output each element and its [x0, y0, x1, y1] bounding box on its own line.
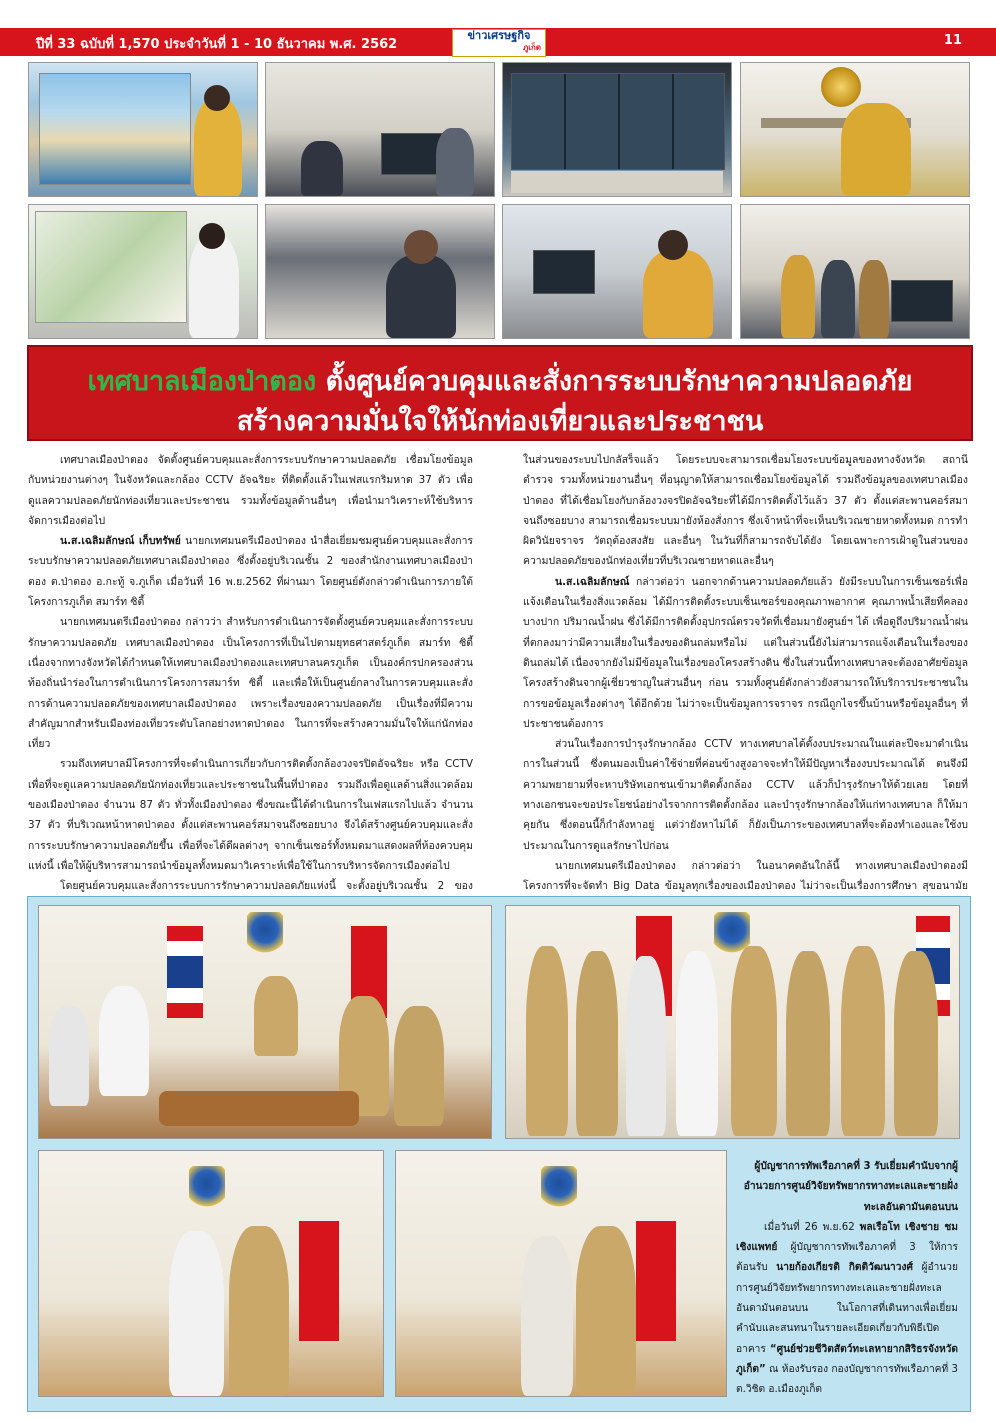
page-number: 11: [943, 33, 962, 48]
photo-group-tour: [740, 204, 970, 339]
headline-line2: สร้างความมั่นใจให้นักท่องเที่ยวและประชาชน: [236, 406, 764, 437]
article-paragraph: นายกเทศมนตรีเมืองป่าตอง กล่าวว่า สำหรับการดำเนินการจัดตั้งศูนย์ควบคุมและสั่งการระบบรักษาความปลอดภัย เทศบาลเมืองป่าตอง เป็นโครงการที่เป็นไปตามยุทธศาสตร์ภูเก็ต สมาร์ท ซิตี้ เนื่องจากทางจังหวัดได้กำหนดให้เทศบาลเมืองป่าตองและเทศบาลนครภูเก็ต เป็นองค์กรปกครองส่วนท้องถิ่นนำร่องในการดำเนินการโครงการสมาร์ท ซิตี้ และเพื่อให้เป็นศูนย์กลางในการควบคุมและสั่งการด้านความปลอดภัยของเทศบาลเมืองป่าตอง เพราะเรื่องของความปลอดภัย เป็นเรื่องที่มีความสำคัญมากสำหรับเมืองท่องเที่ยวระดับโลกอย่างหาดป่าตอง ในการที่จะสร้างความมั่นใจให้แก่นักท่องเที่ยว: [28, 616, 473, 751]
photo-navy-gift-1: [38, 1150, 384, 1397]
building-name: “ศูนย์ช่วยชีวิตสัตว์ทะเลหายากสิริธรจังหวัดภูเก็ต”: [736, 1343, 958, 1375]
article-paragraph: นายกเทศมนตรีเมืองป่าตอง กล่าวต่อว่า ในอนาคตอันใกล้นี้ ทางเทศบาลเมืองป่าตองมีโครงการที่จะจัดทำ Big Data ข้อมูลทุกเรื่องของเมืองป่าตอง ไม่ว่าจะเป็นเรื่องการศึกษา สุขอนามัย: [523, 859, 968, 893]
article-paragraph: น.ส.เฉลิมลักษณ์ เก็บทรัพย์ นายกเทศมนตรีเมืองป่าตอง นำสื่อเยี่ยมชมศูนย์ควบคุมและสั่งการระบบรักษาความปลอดภัยเทศบาลเมืองป่าตอง ซึ่งตั้งอยู่บริเวณชั้น 2 ของสำนักงานเทศบาลเมืองป่าตอง ต.ป่าตอง อ.กะทู้ จ.ภูเก็ต เมื่อวันที่ 16 พ.ย.2562 ที่ผ่านมา โดยศูนย์ดังกล่าวดำเนินการภายใต้โครงการภูเก็ต สมาร์ท ซิตี้: [28, 535, 473, 609]
article-paragraph: น.ส.เฉลิมลักษณ์ กล่าวต่อว่า นอกจากด้านความปลอดภัยแล้ว ยังมีระบบในการเซ็นเซอร์เพื่อแจ้งเตือนในเรื่องสิ่งแวดล้อม ได้มีการติดตั้งระบบเซ็นเซอร์ของคุณภาพอากาศ คุณภาพน้ำเสียที่คลองบางปาก ปริมาณน้ำฝน ซึ่งได้มีการติดตั้งอุปกรณ์ตรวจวัดที่เชื่อมมายังศูนย์ฯ ได้ เพื่อดูถึงปริมาณน้ำฝนที่ตกลงมาว่ามีความเสี่ยงในเรื่องของดินถล่มหรือไม่ แต่ในส่วนนี้ยังไม่สามารถแจ้งเตือนในเรื่องของดินถล่มได้ เนื่องจากยังไม่มีข้อมูลในเรื่องของโครงสร้างดิน ซึ่งในส่วนนี้ทางเทศบาลจะต้องอาศัยข้อมูลโครงสร้างดินจากผู้เชี่ยวชาญในส่วนอื่นๆ ก่อน รวมทั้งศูนย์ดังกล่าวยังสามารถให้บริการประชาชนในการขอข้อมูลเรื่องต่างๆ ได้อีกด้วย ไม่ว่าจะเป็นข้อมูลการจราจร กรณีถูกไจรขึ้นบ้านหรือข้อมูลอื่นๆ ที่ประชาชนต้องการ: [523, 575, 968, 730]
person-name: นายก้องเกียรติ กิตติวัฒนาวงศ์: [776, 1262, 913, 1274]
photo-beach-screen: [28, 62, 258, 197]
article-paragraph: เทศบาลเมืองป่าตอง จัดตั้งศูนย์ควบคุมและสั่งการระบบรักษาความปลอดภัย เชื่อมโยงข้อมูลกับหน่วยงานต่างๆ ในจังหวัดและกล้อง CCTV อัจฉริยะ ที่ติดตั้งแล้วในเฟสแรกริมหาด 37 ตัว เพื่อดูแลความปลอดภัยนักท่องเที่ยวและประชาชน รวมทั้งข้อมูลด้านอื่นๆ เพื่อนำมาวิเคราะห์ใช้บริหารจัดการเมืองต่อไป: [28, 454, 473, 527]
article-paragraph: โดยศูนย์ควบคุมและสั่งการระบบการรักษาความปลอดภัยแห่งนี้ จะตั้งอยู่บริเวณชั้น 2 ของ: [60, 880, 473, 893]
headline-line1-rest: ตั้งศูนย์ควบคุมและสั่งการระบบรักษาความปลอดภัย: [325, 366, 913, 397]
article-right-column: [523, 450, 968, 937]
headline-line1: [29, 359, 971, 402]
photo-navy-meeting: [38, 905, 492, 1139]
article-paragraph: ในส่วนของระบบไปกลัสร็จแล้ว โดยระบบจะสามารถเชื่อมโยงระบบข้อมูลของทางจังหวัด สถานีตำรวจ รวมทั้งหน่วยงานอื่นๆ ที่อนุญาตให้สามารถเชื่อมโยงข้อมูลได้ รวมถึงข้อมูลของเทศบาลเมืองป่าตอง ที่ได้เชื่อมโยงกับกล้องวงจรปิดอัจฉริยะที่ได้มีการติดตั้งไว้แล้ว 37 ตัว ตั้งแต่สะพานคอร์สมาจนถึงซอยบาง สามารถเชื่อมระบบมายังห้องสั่งการ ซึ่งเจ้าหน้าที่จะเห็นบริเวณชายหาดทั้งหมด การทำผิดวินัยจราจร วัตถุต้องสงสัย และอื่นๆ ในวันที่ก็สามารถจับได้ยัง โดยเฉพาะการเฝ้าดูในส่วนของความปลอดภัยของนักท่องเที่ยวที่บริเวณชายหาดและอื่นๆ: [523, 454, 968, 568]
photo-center-sign: [740, 62, 970, 197]
headline-banner: [27, 345, 973, 441]
person-name: น.ส.เฉลิมลักษณ์: [555, 575, 630, 588]
photo-monitor-room: [502, 204, 732, 339]
navy-emblem-icon: [541, 1166, 577, 1210]
photo-navy-group: [505, 905, 960, 1139]
navy-emblem-icon: [247, 912, 283, 956]
photo-official-portrait: [265, 204, 495, 339]
navy-flag-icon: [299, 1221, 339, 1341]
photo-control-room-desk: [265, 62, 495, 197]
article-paragraph: ส่วนในเรื่องการบำรุงรักษากล้อง CCTV ทางเทศบาลได้ตั้งงบประมาณในแต่ละปีจะมาดำเนินการในส่วนนี้ ซึ่งตนมองเป็นค่าใช้จ่ายที่ค่อนข้างสูงอาจจะทำให้มีปัญหาเรื่องงบประมาณได้ ตนจึงมีความพยายามที่จะหาบริษัทเอกชนเข้ามาติดตั้งกล้อง CCTV แล้วก็บำรุงรักษาให้ด้วยเลย โดยที่ทางเอกชนจะขอประโยชน์อย่างไรจากการติดตั้งกล้อง และบำรุงรักษากล้องให้แก่ทางเทศบาล ก็ให้มาคุยกัน ซึ่งตอนนี้ก็กำลังหาอยู่ แต่ว่ายังหาไม่ได้ ก็ยังเป็นภาระของเทศบาลที่จะต้องทำเองและใช้งบประมาณในการดูแลรักษาไปก่อน: [523, 738, 968, 852]
person-name: น.ส.เฉลิมลักษณ์ เก็บทรัพย์: [60, 535, 181, 548]
masthead-logo: [452, 29, 546, 57]
masthead-title: ข่าวเศรษฐกิจ: [467, 29, 531, 42]
navy-flag-icon: [636, 1221, 676, 1341]
thai-flag-icon: [167, 926, 203, 1018]
issue-line: ปีที่ 33 ฉบับที่ 1,570 ประจำวันที่ 1 - 10 ธันวาคม พ.ศ. 2562: [36, 37, 398, 52]
article-paragraph: รวมถึงเทศบาลมีโครงการที่จะดำเนินการเกี่ยวกับการติดตั้งกล้องวงจรปิดอัจฉริยะ หรือ CCTV เพื่อที่จะดูแลความปลอดภัยนักท่องเที่ยวและประชาชนในพื้นที่ป่าตอง รวมถึงเพื่อดูแลด้านสิ่งแวดล้อมของเมืองป่าตอง จำนวน 87 ตัว ทั่วทั้งเมืองป่าตอง ซึ่งขณะนี้ได้ดำเนินการในเฟสแรกไปแล้ว จำนวน 37 ตัว ที่บริเวณหน้าหาดป่าตอง ตั้งแต่สะพานคอร์สมาจนถึงซอยบาง จึงได้สร้างศูนย์ควบคุมและสั่งการระบบรักษาความปลอดภัยขึ้น เพื่อที่จะได้ดีผลต่างๆ จากเซ็นเซอร์ทั้งหมดมาแสดงผลที่ห้องควบคุมแห่งนี้ เพื่อให้ผู้บริหารสามารถนำข้อมูลทั้งหมดมาวิเคราะห์เพื่อใช้ในการบริหารจัดการเมืองต่อไป: [28, 758, 473, 872]
photo-navy-gift-2: [395, 1150, 727, 1397]
navy-emblem-icon: [189, 1166, 225, 1210]
photo-map-screen: [28, 204, 258, 339]
gallery-caption: [736, 1157, 958, 1401]
masthead-sub: ภูเก็ต: [522, 43, 541, 52]
photo-video-wall: [502, 62, 732, 197]
caption-body: เมื่อวันที่ 26 พ.ย.62 พลเรือโท เชิงชาย ชมเชิงแพทย์ ผู้บัญชาการทัพเรือภาคที่ 3 ให้การต้อนรับ นายก้องเกียรติ กิตติวัฒนาวงศ์ ผู้อำนวยการศูนย์วิจัยทรัพยากรทางทะเลและชายฝั่งทะเลอันดามันตอนบน ในโอกาสที่เดินทางเพื่อเยี่ยมคำนับและสนทนาในรายละเอียดเกี่ยวกับพิธีเปิดอาคาร “ศูนย์ช่วยชีวิตสัตว์ทะเลหายากสิริธรจังหวัดภูเก็ต” ณ ห้องรับรอง กองบัญชาการทัพเรือภาคที่ 3 ต.วิชิต อ.เมืองภูเก็ต: [736, 1221, 958, 1396]
article-left-column: [28, 450, 473, 957]
caption-title: ผู้บัญชาการทัพเรือภาคที่ 3 รับเยี่ยมคำนับจากผู้อำนวยการศูนย์วิจัยทรัพยากรทางทะเลและชายฝั่งทะเลอันดามันตอนบน: [743, 1161, 958, 1213]
headline-highlight: เทศบาลเมืองป่าตอง: [87, 366, 317, 397]
person-name: พลเรือโท เชิงชาย ชมเชิงแพทย์: [736, 1221, 958, 1254]
